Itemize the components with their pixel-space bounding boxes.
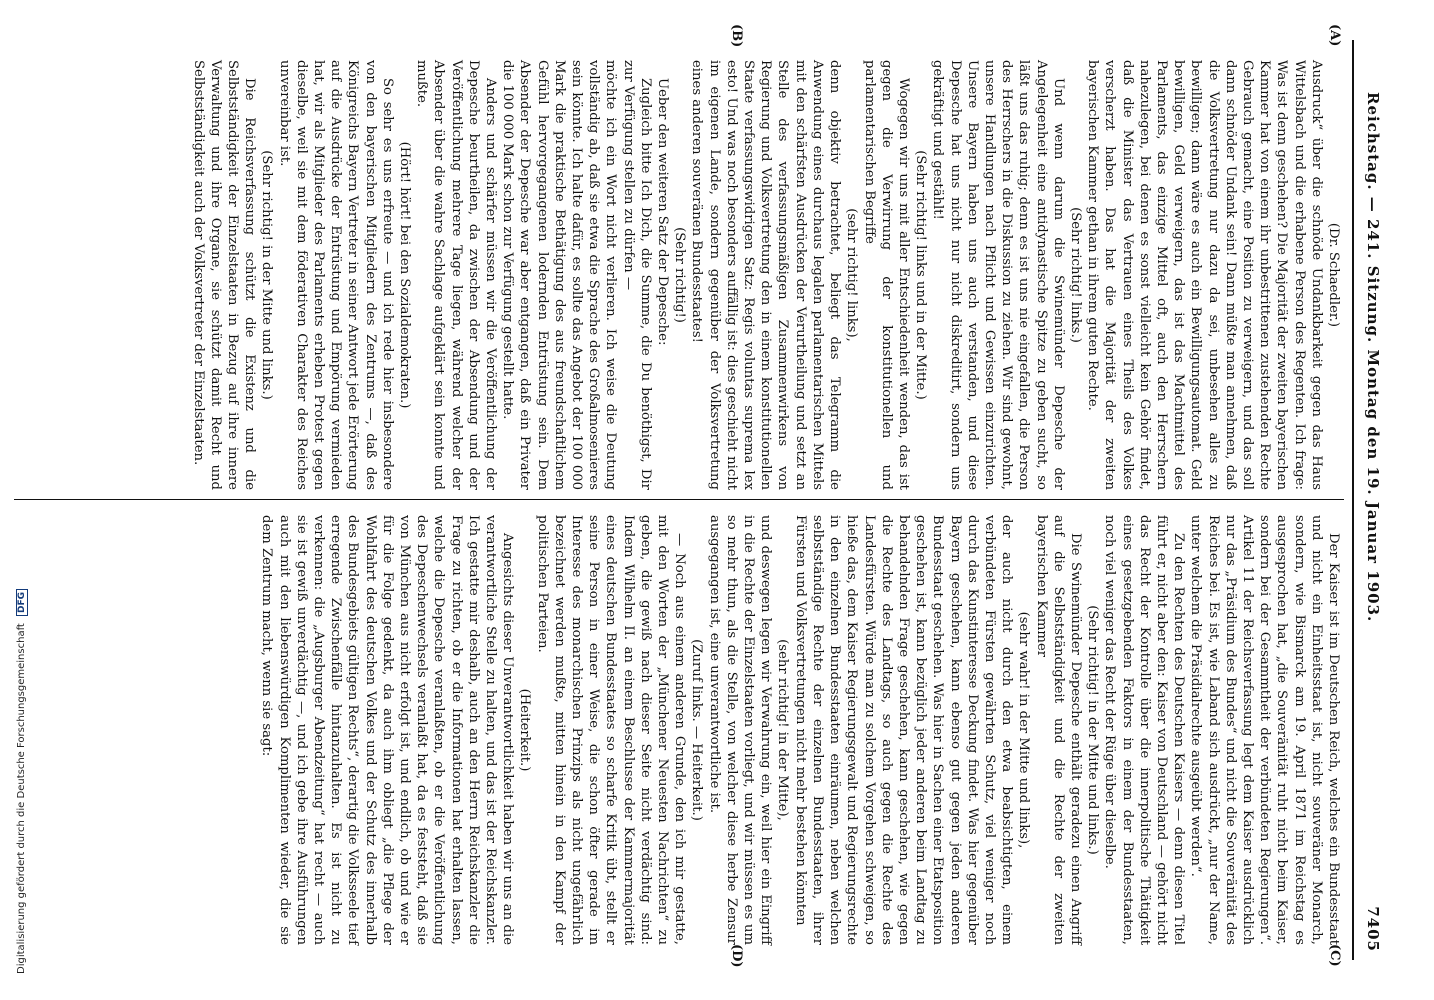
margin-mark-c: (C) [1327, 944, 1342, 967]
paragraph: Ueber den weiteren Satz der Depesche: [655, 78, 671, 346]
margin-mark-b: (B) [729, 24, 744, 48]
interjection: (Sehr richtig! in der Mitte und links.) [1085, 605, 1101, 855]
paragraph: Ausdruck“ über die schnöde Undankbarkeit gegen das Haus Wittelsbach und die erhabene Person des Regenten. Ich frage: Was ist denn geschehen? Die Majorität der zweiten bayerischen Kammer hat von einem ihr unbestrittenen zustehenden Rechte Gebrauch gemacht, eine Position zu verweigern, und das soll dann schnöder Undank sein! Dann müßte man annehmen, daß die Volksvertretung nur dazu da sei, unbesehen alles zu bewilligen; dann wäre es auch ein Bewilligungsautomat. Geld bewilligen, Geld verweigern, das ist das Machtmittel des Parlaments, das einzige Mittel oft, auch den Herrschern nahezulegen, bei denen es sonst vielleicht kein Gehör findet, daß die Minister das Vertrauen eines Theils des Volkes verscherzt haben. Das hat die Majorität der zweiten bayerischen Kammer gethan in ihrem guten Rechte. [1085, 60, 1324, 490]
paragraph: der auch nicht durch den etwa beabsichtigten, einem verbündeten Fürsten gewährten Schutz, viel weniger noch durch das Kunstinteresse Deckung findet. Was hier gegenüber Bayern geschehen, kann ebenso gut gegen jeden anderen Bundesstaat geschehen. Was hier in Sachen einer Etatsposition geschehen ist, kann bezüglich jeder anderen beim Landtag zu behandelnden Frage geschehen, kann geschehen, wie gegen die Rechte des Landtags, so auch gegen die Rechte des Landesfürsten. Würde man zu solchem Vorgehen schweigen, so hieße das, dem Kaiser Regierungsgewalt und Regierungsrechte in den einzelnen Bundesstaaten einräumen, neben welchen selbstständige Rechte der einzelnen Bundesstaaten, ihrer Fürsten und Volksvertretungen nicht mehr bestehen könnten [792, 515, 1015, 945]
right-text-column [258, 515, 1342, 945]
paragraph: So sehr es uns erfreute — und ich rede hier insbesondere von den bayerischen Mitgliedern des Zentrums —, daß des Königreichs Bayern Vertreter in seiner Antwort jede Erörterung auf die Ausdrücke der Entrüstung und Empörung vermieden hat, wir als Mitglieder des Parlaments erheben Protest gegen dieselbe, weil sie mit dem föderativen Charakter des Reiches unvereinbar ist. [276, 60, 395, 490]
paragraph: Und wenn darum die Swinemünder Depesche der Angelegenheit eine antidynastische Spitze zu geben sucht, so läßt uns das ruhig; denn es ist uns nie eingefallen, die Person des Herrschers in die Diskussion zu ziehen. Wir sind gewohnt, unsere Handlungen nach Pflicht und Gewissen einzurichten. Unsere Bayern haben uns auch verstanden, und diese Depesche hat uns nicht nur nicht diskreditirt, sondern uns gekräftigt und gestählt! [930, 60, 1066, 490]
column-divider [14, 499, 1344, 500]
header-title: Reichstag. — 241. Sitzung. Montag den 19. Januar 1903. [1364, 92, 1382, 623]
page-number: 7405 [1364, 906, 1382, 952]
margin-mark-a: (A) [1327, 24, 1342, 47]
interjection: (Sehr richtig! links.) [1067, 207, 1083, 343]
interjection: (sehr richtig! in der Mitte), [775, 639, 791, 821]
interjection: (Heiterkeit.) [517, 688, 533, 772]
interjection: (sehr richtig! links), [844, 208, 860, 342]
footer-text: Digitalisierung gefördert durch die Deutsche Forschungsgemeinschaft [16, 623, 27, 974]
left-text-column [189, 60, 1342, 490]
paragraph: Wogegen wir uns mit aller Entschiedenheit wenden, das ist gegen die Verwirrung der konstitutionellen und parlamentarischen Begriffe [861, 60, 911, 490]
paragraph: denn objektiv betrachtet, beliegt das Telegramm die Anwendung eines durchaus legalen parlamentarischen Mittels mit den schärfsten Ausdrücken der Verurtheilung und setzt an Stelle des verfassungsmäßigen Zusammenwirkens von Regierung und Volksvertretung den in einem konstitutionellen Staate verfassungswidrigen Satz: Regis voluntas suprema lex esto! Und was noch besonders auffällig ist: dies geschieht nicht im eigenen Lande, sondern gegenüber der Volksvertretung eines anderen souveränen Bundesstaates! [689, 60, 843, 490]
paragraph: Zugleich bitte Ich Dich, die Summe, die Du benöthigst, Dir zur Verfügung stellen zu dürfen — [620, 60, 653, 490]
paragraph: Zu den Rechten des Deutschen Kaisers — denn diesen Titel führt er, nicht aber den: Kaiser von Deutschland — gehört nicht das Recht der Kontrolle über die innerpolitische Thätigkeit eines gesetzgebenden Faktors in einem der Bundesstaaten, noch viel weniger das Recht der Rüge über dieselbe. [1102, 515, 1187, 945]
interjection: (sehr wahr! in der Mitte und links), [1016, 611, 1032, 849]
interjection: (Hört! hört! bei den Sozialdemokraten.) [397, 141, 413, 409]
page-header [1356, 52, 1382, 952]
paragraph: Der Kaiser ist im Deutschen Reich, welches ein Bundesstaat und nicht ein Einheitsstaat ist, nicht souveräner Monarch, sondern, wie Bismarck am 19. April 1871 im Reichstag es ausgesprochen hat, „die Souveränität ruht nicht beim Kaiser, sondern bei der Gesammtheit der verbündeten Regierungen“. Artikel 11 der Reichsverfassung legt dem Kaiser ausdrücklich nur das „Präsidium des Bundes“ und nicht die Souveränität des Reiches bei. Es ist, wie Laband sich ausdrückt, „nur der Name, unter welchem die Präsidialrechte ausgeübt werden“. [1188, 515, 1341, 945]
interjection: (Sehr richtig! links und in der Mitte.) [913, 150, 929, 400]
header-rule [1352, 40, 1354, 960]
paragraph: — Noch aus einem anderen Grunde, den ich mir gestatte, mit den Worten der „Münchener Neuesten Nachrichten“ zu geben, die gewiß nach dieser Seite nicht verdächtig sind: Indem Wilhelm II. an einem Beschlusse der Kammermajorität eines deutschen Bundesstaates so scharfe Kritik übt, stellt er seine Person in einer Weise, die schon öfter gerade im Interesse des monarchischen Prinzips als nicht ungefährlich bezeichnet werden mußte, mitten hinein in den Kampf der politischen Parteien. [534, 515, 688, 945]
paragraph: Angesichts dieser Unverantwortlichkeit haben wir uns an die verantwortliche Stelle zu halten, und das ist der Reichskanzler. Ich gestatte mir deshalb, auch an den Herrn Reichskanzler die Frage zu richten, ob er die Informationen hat erhalten lassen, welche die Depesche veranlaßten, ob er die Veröffentlichung des Depeschenwechsels veranlaßt hat, da es feststeht, daß sie von München aus nicht erfolgt ist, und endlich, ob und wie er für die Folge gedenkt, da auch ihm obliegt „die Pflege der Wohlfahrt des deutschen Volkes und der Schutz des innerhalb des Bundesgebiets gültigen Rechts“, derartig die Volksseele tief erregende Zwischenfälle hintanzuhalten. Es ist nicht zu verkennen: die „Augsburger Abendzeitung“ hat recht — auch sie ist gewiß unverdächtig —, und ich gebe ihre Ausführungen auch mit den liebenswürdigen Komplimenten wieder, die sie dem Zentrum macht, wenn sie sagt: [259, 515, 516, 945]
paragraph: möchte ich ein Wort nicht verlieren. Ich weise die Deutung vollständig ab, daß sie etwa die Sprache des Großalmosenieres sein könnte. Ich halte dafür, es sollte das Angebot der 100 000 Mark die praktische Bethätigung des aus freundschaftlichem Gefühl hervorgegangenen lodernden Entrüstung sein. Dem Absender der Depesche war aber entgangen, daß ein Privater die 100 000 Mark schon zur Verfügung gestellt hatte. [500, 60, 619, 490]
interjection: (Sehr richtig!) [672, 227, 688, 323]
paragraph: Die Swinemünder Depesche enthält geradezu einen Angriff auf die Selbstständigkeit und die Rechte der zweiten bayerischen Kammer [1033, 515, 1083, 945]
interjection: (Zuruf links. — Heiterkeit.) [689, 639, 705, 821]
paragraph: und deswegen legen wir Verwahrung ein, weil hier ein Eingriff in die Rechte der Einzelstaaten vorliegt, und wir müssen es um so mehr thun, als die Stelle, von welcher diese herbe Zensur ausgegangen ist, eine unverantwortliche ist. [706, 515, 774, 945]
interjection: (Dr. Schaedler.) [1326, 222, 1341, 328]
interjection: (Sehr richtig! in der Mitte und links.) [259, 150, 275, 400]
margin-mark-d: (D) [729, 944, 744, 968]
paragraph: Die Reichsverfassung schützt die Existenz und die Selbstständigkeit der Einzelstaaten in Bezug auf ihre innere Verwaltung und ihre Organe, sie schützt damit Recht und Selbstständigkeit auch der Volksvertreter der Einzelstaaten. [190, 60, 258, 490]
paragraph: Anders und schärfer müssen wir die Veröffentlichung der Depesche beurtheilen, da zwischen der Absendung und der Veröffentlichung mehrere Tage liegen, während welcher der Absender über die wahre Sachlage aufgeklärt sein konnte und mußte. [414, 60, 499, 490]
dfg-logo: DFG [16, 589, 28, 616]
